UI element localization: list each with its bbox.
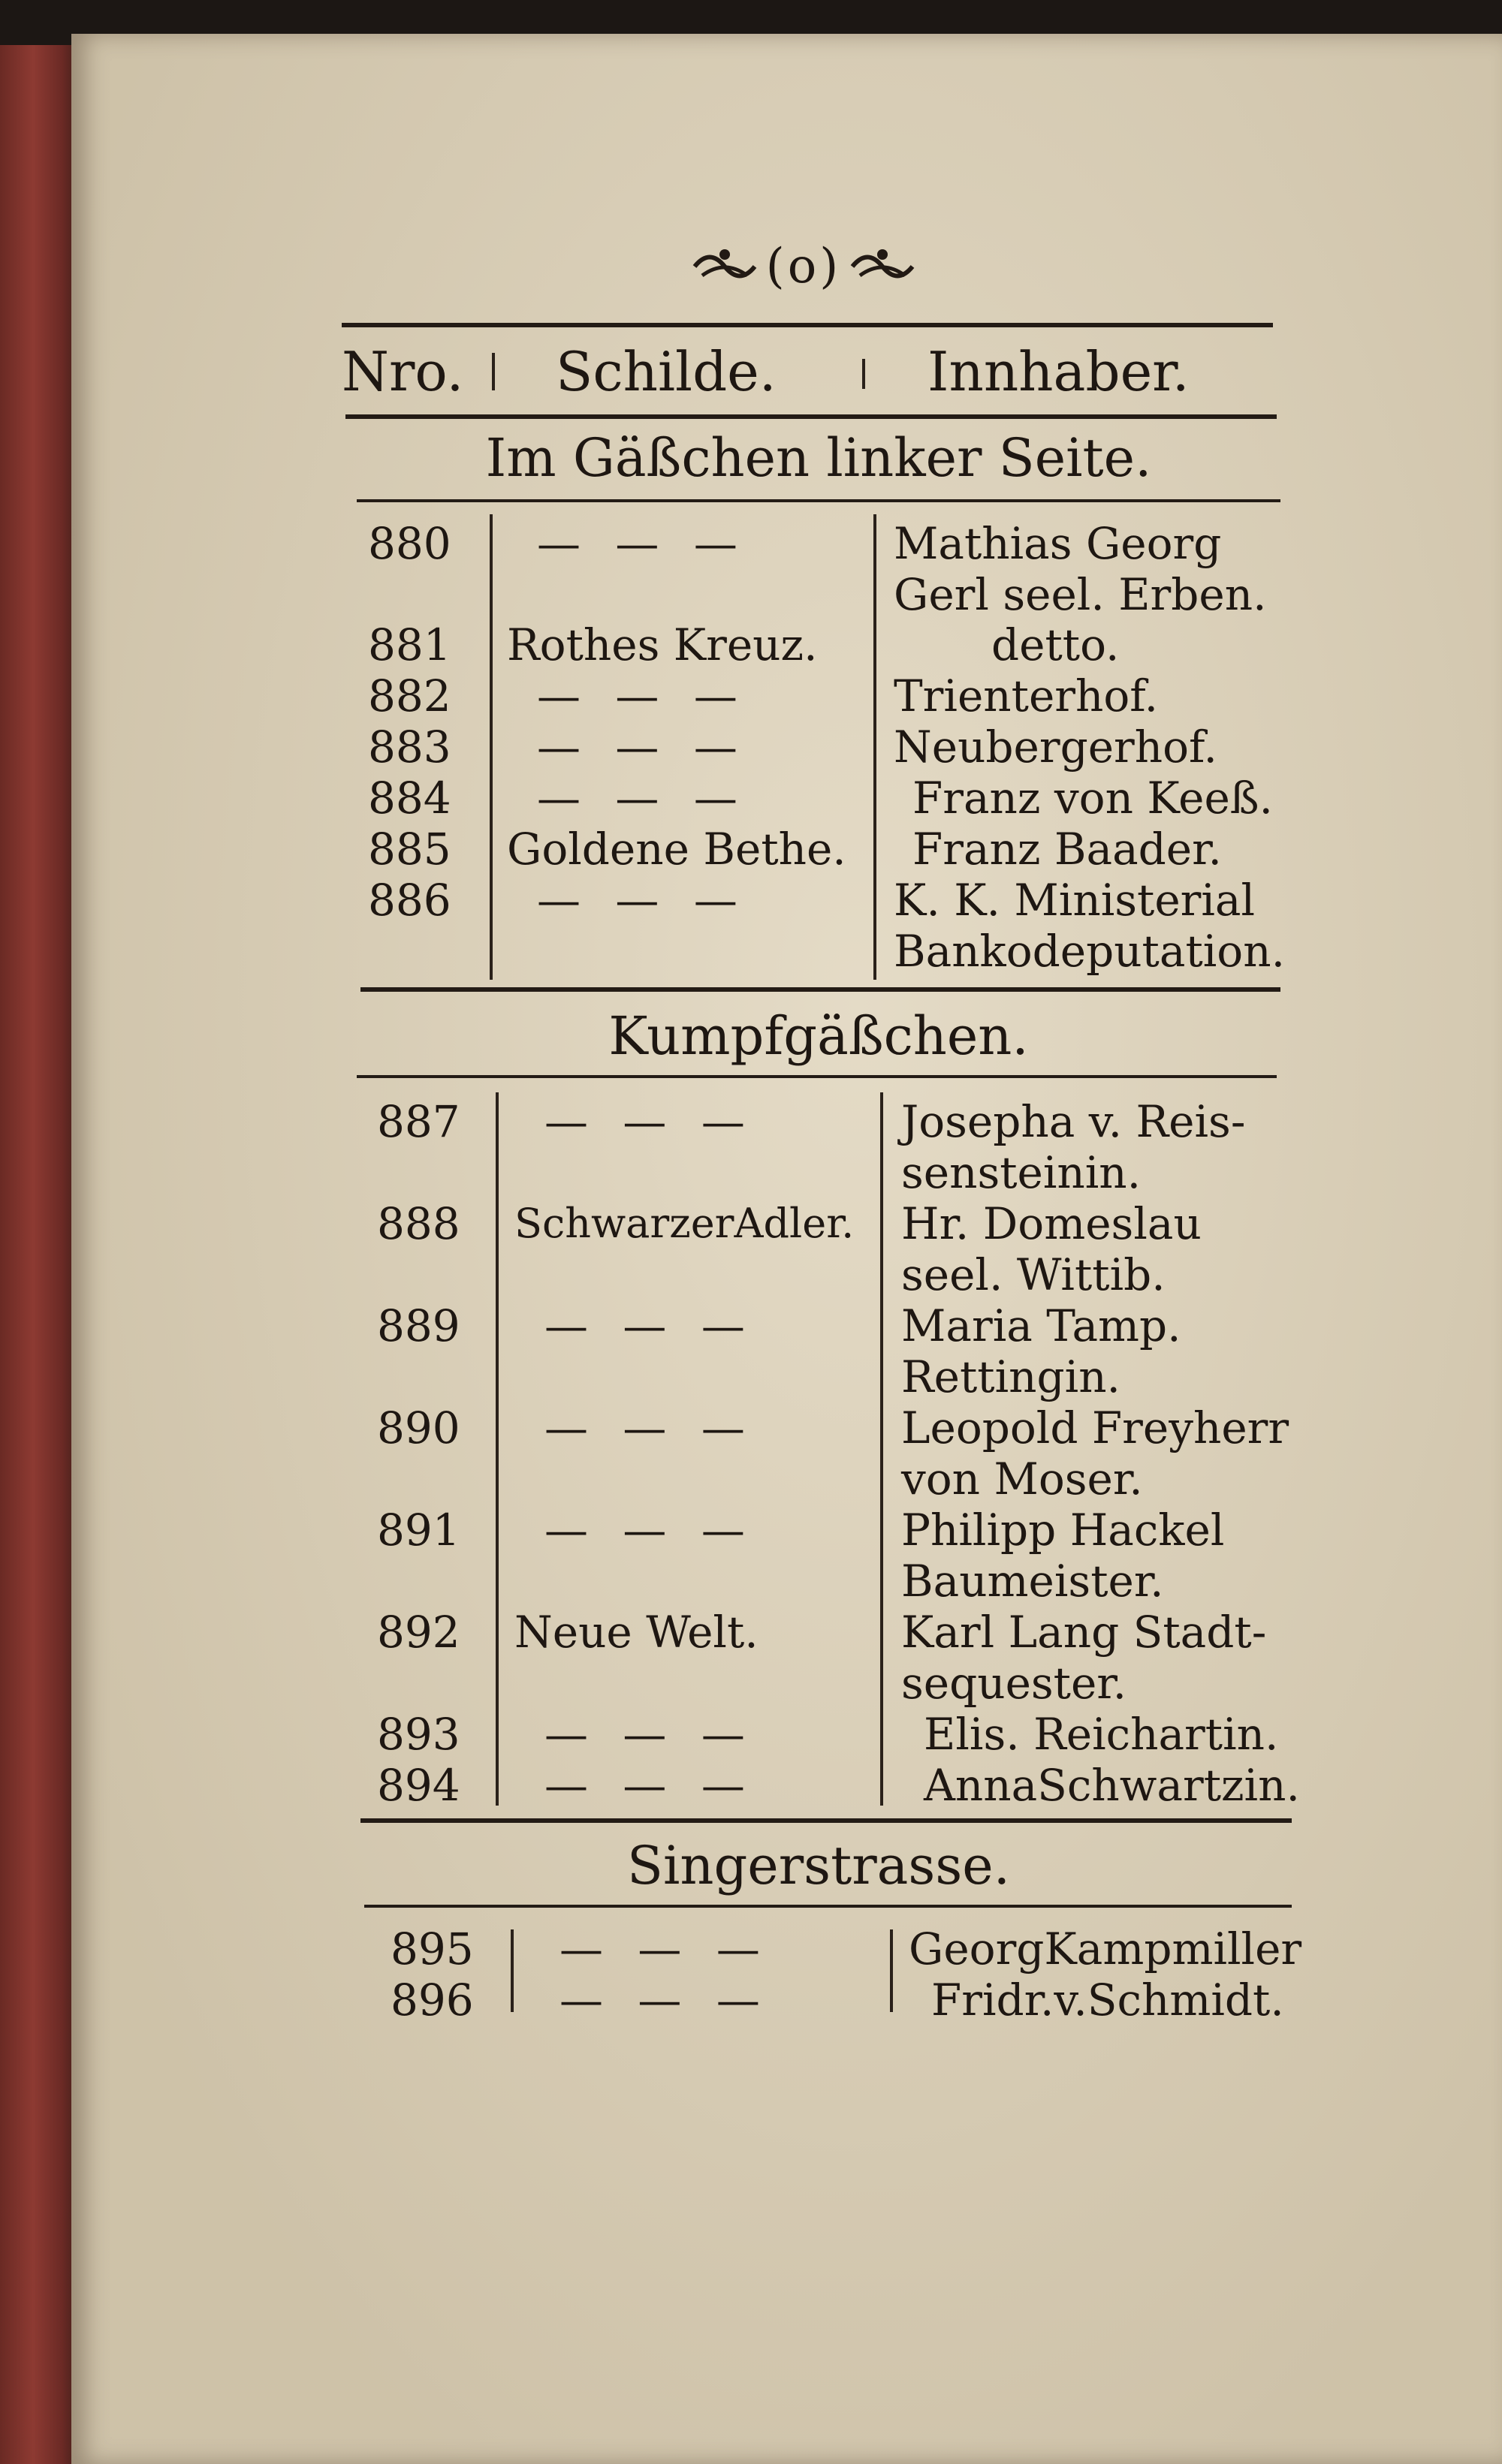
owner-name: Franz Baader. xyxy=(912,824,1222,875)
owner-name: Neubergerhof. xyxy=(894,721,1217,773)
owner-name: K. K. Ministerial Bankodeputation. xyxy=(894,875,1286,977)
sign-name: — — — xyxy=(544,1402,756,1453)
section-title: Im Gäßchen linker Seite. xyxy=(485,427,1152,489)
section-title: Singerstrasse. xyxy=(627,1835,1010,1896)
header-separator xyxy=(492,353,495,390)
sign-name: — — — xyxy=(537,670,748,721)
column-header-inhaber: Innhaber. xyxy=(927,340,1190,403)
house-number: 882 xyxy=(368,670,451,721)
sign-name: Rothes Kreuz. xyxy=(507,619,818,670)
house-number: 881 xyxy=(368,619,451,670)
house-number: 895 xyxy=(391,1923,474,1975)
section-rule xyxy=(360,987,1280,992)
rule-top xyxy=(342,323,1273,327)
house-number: 880 xyxy=(368,518,451,569)
owner-name: Mathias Georg Gerl seel. Erben. xyxy=(894,518,1267,620)
sign-name: — — — xyxy=(544,1300,756,1351)
house-number: 883 xyxy=(368,721,451,773)
page-header xyxy=(661,225,946,300)
column-header-schild: Schilde. xyxy=(556,340,777,403)
sign-name: SchwarzerAdler. xyxy=(514,1200,855,1247)
book-edge xyxy=(0,45,83,2464)
sign-name: — — — xyxy=(559,1975,771,2026)
owner-name: Karl Lang Stadt-sequester. xyxy=(901,1607,1267,1709)
fleuron-left-icon xyxy=(691,244,759,289)
house-number: 890 xyxy=(377,1402,460,1453)
section-rule xyxy=(357,1075,1277,1078)
owner-name: Josepha v. Reis-sensteinin. xyxy=(901,1096,1246,1198)
sign-name: Goldene Bethe. xyxy=(507,824,846,875)
sign-name: — — — xyxy=(537,773,748,824)
sign-name: — — — xyxy=(537,721,748,773)
house-number: 891 xyxy=(377,1505,460,1556)
column-line xyxy=(511,1929,514,2012)
sign-name: — — — xyxy=(537,518,748,569)
sign-name: — — — xyxy=(544,1096,756,1147)
column-line xyxy=(490,514,493,980)
house-number: 889 xyxy=(377,1300,460,1351)
section-rule xyxy=(360,1818,1292,1823)
house-number: 885 xyxy=(368,824,451,875)
sign-name: Neue Welt. xyxy=(514,1607,759,1658)
section-rule xyxy=(357,499,1280,502)
page-number: (o) xyxy=(765,238,842,294)
column-header-nr: Nro. xyxy=(342,340,464,403)
rule-below-header xyxy=(345,414,1277,419)
house-number: 888 xyxy=(377,1198,460,1249)
sign-name: — — — xyxy=(544,1709,756,1760)
house-number: 892 xyxy=(377,1607,460,1658)
house-number: 887 xyxy=(377,1096,460,1147)
owner-name: AnnaSchwartzin. xyxy=(924,1760,1300,1811)
section-rule xyxy=(364,1905,1292,1908)
column-line xyxy=(496,1092,499,1806)
house-number: 894 xyxy=(377,1760,460,1811)
house-number: 886 xyxy=(368,875,451,926)
header-separator xyxy=(862,359,865,389)
owner-name: Leopold Freyherr von Moser. xyxy=(901,1402,1289,1505)
sign-name: — — — xyxy=(544,1760,756,1811)
house-number: 884 xyxy=(368,773,451,824)
section-title: Kumpfgäßchen. xyxy=(608,1005,1029,1067)
house-number: 893 xyxy=(377,1709,460,1760)
owner-name: Elis. Reichartin. xyxy=(924,1709,1279,1760)
owner-name: Maria Tamp. Rettingin. xyxy=(901,1300,1181,1402)
owner-name: detto. xyxy=(991,619,1120,670)
sign-name: — — — xyxy=(537,875,748,926)
owner-name: GeorgKampmiller xyxy=(909,1923,1302,1975)
owner-name: Philipp Hackel Baumeister. xyxy=(901,1505,1225,1607)
sign-name: — — — xyxy=(544,1505,756,1556)
owner-name: Trienterhof. xyxy=(894,670,1159,721)
house-number: 896 xyxy=(391,1975,474,2026)
owner-name: Hr. Domeslau seel. Wittib. xyxy=(901,1198,1202,1300)
fleuron-right-icon xyxy=(849,244,916,289)
owner-name: Franz von Keeß. xyxy=(912,773,1273,824)
sign-name: — — — xyxy=(559,1923,771,1975)
owner-name: Fridr.v.Schmidt. xyxy=(931,1975,1284,2026)
